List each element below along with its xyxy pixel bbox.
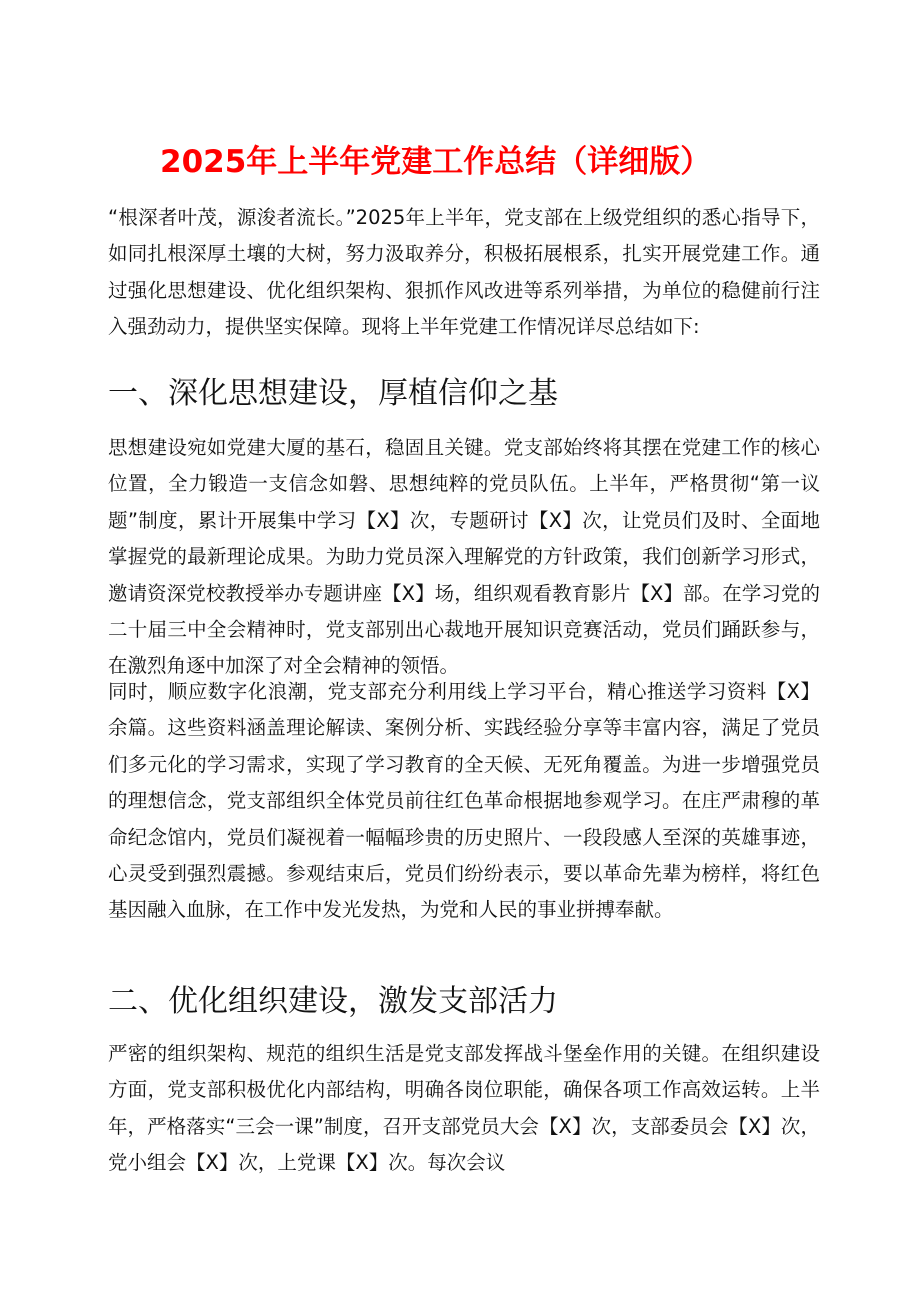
section-2-paragraph-1: 严密的组织架构、规范的组织生活是党支部发挥战斗堡垒作用的关键。在组织建设方面，党支部积极优化内部结构，明确各岗位职能，确保各项工作高效运转。上半年，严格落实“三会一课”制度，召开支部党员大会【X】次，支部委员会【X】次，党小组会【X】次，上党课【X】次。每次会议 — [108, 1042, 820, 1175]
intro-paragraph: “根深者叶茂，源浚者流长。”2025年上半年，党支部在上级党组织的悉心指导下，如同扎根深厚土壤的大树，努力汲取养分，积极拓展根系，扎实开展党建工作。通过强化思想建设、优化组织架构、狠抓作风改进等系列举措，为单位的稳健前行注入强劲动力，提供坚实保障。现将上半年党建工作情况详尽总结如下: — [108, 206, 820, 339]
section-heading-1: 一、深化思想建设，厚植信仰之基 — [108, 376, 558, 411]
section-heading-2: 二、优化组织建设，激发支部活力 — [108, 984, 558, 1019]
section-1-paragraph-1: 思想建设宛如党建大厦的基石，稳固且关键。党支部始终将其摆在党建工作的核心位置，全力锻造一支信念如磐、思想纯粹的党员队伍。上半年，严格贯彻“第一议题”制度，累计开展集中学习【X】次，专题研讨【X】次，让党员们及时、全面地掌握党的最新理论成果。为助力党员深入理解党的方针政策，我们创新学习形式，邀请资深党校教授举办专题讲座【X】场，组织观看教育影片【X】部。在学习党的二十届三中全会精神时，党支部别出心裁地开展知识竞赛活动，党员们踊跃参与，在激烈角逐中加深了对全会精神的领悟。 — [108, 436, 820, 678]
document-title: 2025年上半年党建工作总结（详细版） — [160, 144, 712, 180]
section-1-paragraph-2: 同时，顺应数字化浪潮，党支部充分利用线上学习平台，精心推送学习资料【X】余篇。这些资料涵盖理论解读、案例分析、实践经验分享等丰富内容，满足了党员们多元化的学习需求，实现了学习教育的全天候、无死角覆盖。为进一步增强党员的理想信念，党支部组织全体党员前往红色革命根据地参观学习。在庄严肃穆的革命纪念馆内，党员们凝视着一幅幅珍贵的历史照片、一段段感人至深的英雄事迹，心灵受到强烈震撼。参观结束后，党员们纷纷表示，要以革命先辈为榜样，将红色基因融入血脉，在工作中发光发热，为党和人民的事业拼搏奉献。 — [108, 680, 820, 922]
